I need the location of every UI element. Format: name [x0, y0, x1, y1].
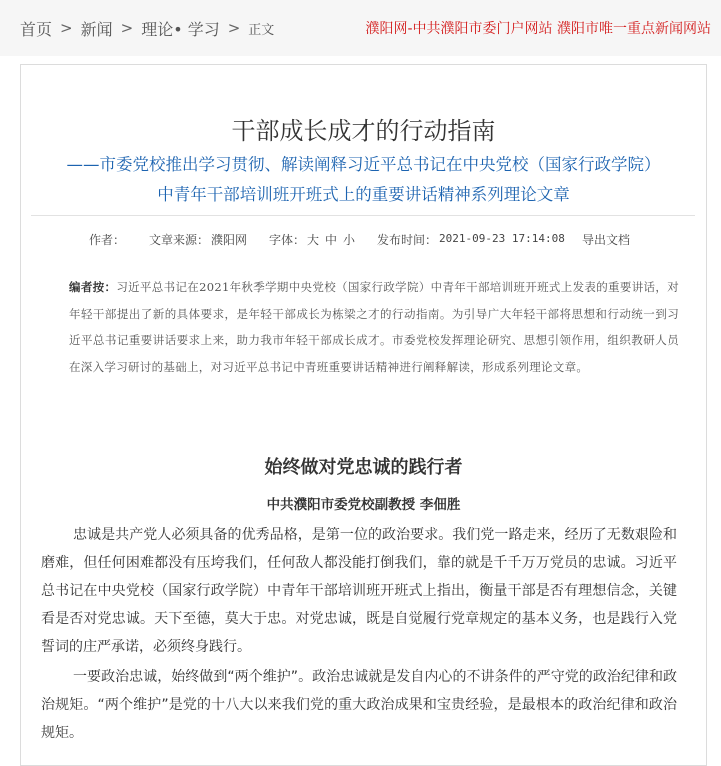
- font-size-medium[interactable]: 中: [325, 233, 338, 247]
- source-label: 文章来源：: [149, 233, 210, 247]
- article-card: [20, 64, 707, 766]
- breadcrumb-separator: >: [227, 19, 241, 37]
- font-size-label: 字体：: [269, 233, 306, 247]
- font-size-large[interactable]: 大: [307, 233, 320, 247]
- breadcrumb-separator: >: [60, 19, 73, 37]
- breadcrumb-separator: >: [120, 19, 134, 37]
- editor-note-label: 编者按：: [69, 280, 117, 294]
- article-subtitle-line2: 中青年干部培训班开班式上的重要讲话精神系列理论文章: [157, 185, 570, 204]
- breadcrumb-news[interactable]: 新闻: [80, 19, 113, 39]
- export-document-link[interactable]: 导出文档: [582, 233, 631, 247]
- body-paragraph: 一要政治忠诚，始终做到“两个维护”。政治忠诚就是发自内心的不讲条件的严守党的政治纪律和政治规矩。“两个维护”是党的十八大以来我们党的重大政治成果和宝贵经验，是最根本的政治纪律和政治规矩。: [41, 669, 677, 741]
- breadcrumb: [20, 17, 274, 39]
- breadcrumb-theory-study[interactable]: 理论• 学习: [141, 19, 220, 39]
- author-label: 作者：: [89, 233, 126, 247]
- article-meta: [21, 231, 706, 249]
- editor-note-text: 习近平总书记在2021年秋季学期中央党校（国家行政学院）中青年干部培训班开班式上发表的重要讲话，对年轻干部提出了新的具体要求，是年轻干部成长为栋梁之才的行动指南。为引导广大年轻干部将思想和行动统一到习近平总书记重要讲话要求上来，助力我市年轻干部成长成才。市委党校发挥理论研究、思想引领作用，组织教研人员在深入学习研讨的基础上，对习近平总书记中青班重要讲话精神进行阐释解读，形成系列理论文章。: [69, 280, 679, 374]
- section-title: 始终做对党忠诚的践行者: [264, 457, 463, 478]
- site-slogan: 濮阳网-中共濮阳市委门户网站 濮阳市唯一重点新闻网站: [365, 21, 711, 37]
- source-value: 濮阳网: [211, 233, 248, 247]
- editor-note: [69, 274, 679, 380]
- breadcrumb-current: 正文: [248, 22, 275, 38]
- published-label: 发布时间：: [377, 233, 438, 247]
- font-size-small[interactable]: 小: [343, 233, 356, 247]
- top-bar: [0, 0, 721, 56]
- body-paragraph: 忠诚是共产党人必须具备的优秀品格，是第一位的政治要求。我们党一路走来，经历了无数艰险和磨难，但任何困难都没有压垮我们，任何敌人都没能打倒我们，靠的就是千千万万党员的忠诚。习近平总书记在中央党校（国家行政学院）中青年干部培训班开班式上指出，衡量干部是否有理想信念，关键看是否对党忠诚。天下至德，莫大于忠。对党忠诚，既是自觉履行党章规定的基本义务，也是践行入党誓词的庄严承诺，必须终身践行。: [41, 527, 677, 655]
- published-time: 2021-09-23 17:14:08: [439, 232, 565, 245]
- article-subtitle-line1: ——市委党校推出学习贯彻、解读阐释习近平总书记在中央党校（国家行政学院）: [66, 155, 661, 174]
- title-divider: [31, 215, 695, 216]
- article-title: 干部成长成才的行动指南: [231, 117, 496, 145]
- breadcrumb-home[interactable]: 首页: [20, 19, 53, 39]
- section-author: 中共濮阳市委党校副教授 李佃胜: [266, 497, 461, 513]
